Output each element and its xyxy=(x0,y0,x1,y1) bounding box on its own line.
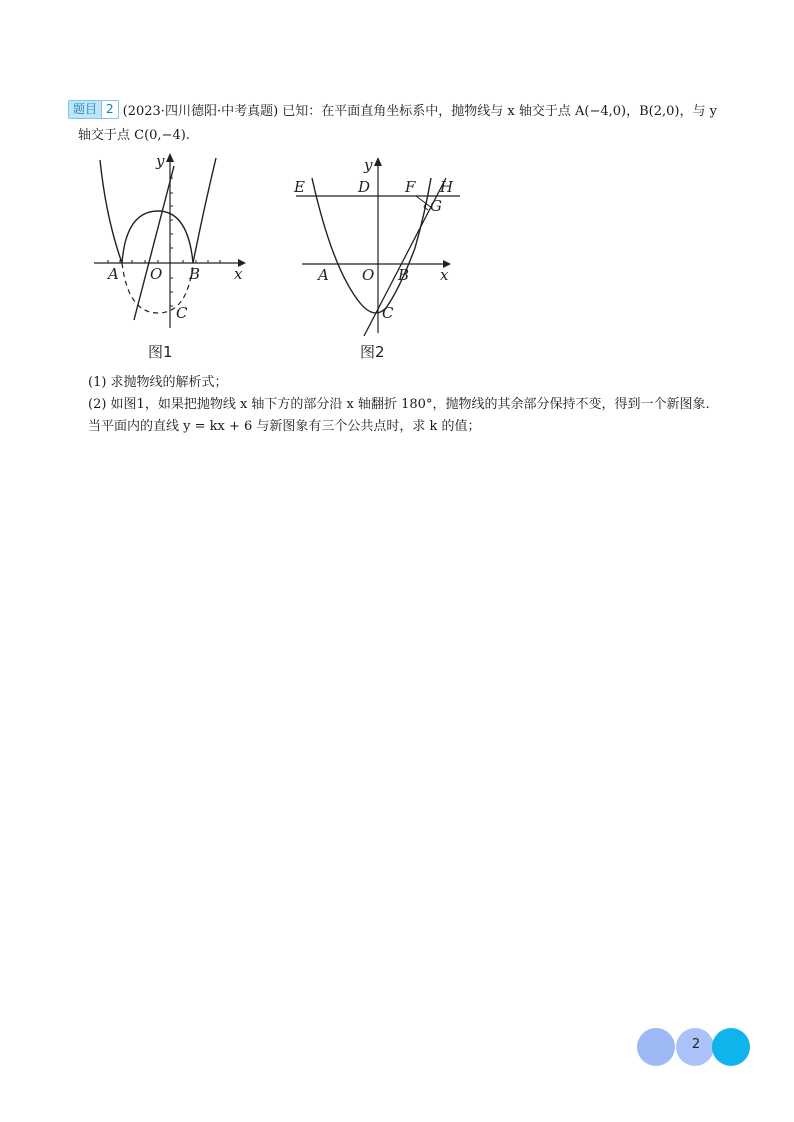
fig2-y-arrow-icon xyxy=(374,157,382,166)
figure-2-caption: 图2 xyxy=(360,343,385,361)
fig1-label-x: x xyxy=(234,265,243,283)
page-number: 2 xyxy=(691,1037,701,1052)
problem-statement xyxy=(68,100,728,148)
fig2-label-d: D xyxy=(358,178,371,196)
figure-2-graph xyxy=(290,148,470,338)
figure-1-graph xyxy=(88,148,258,338)
fig1-flipped-arch xyxy=(122,211,193,263)
fig1-label-o: O xyxy=(150,265,163,283)
problem-tag-label: 题目 xyxy=(69,101,101,118)
fig2-label-o: O xyxy=(362,266,375,284)
fig1-label-a: A xyxy=(108,265,119,283)
page-badge-circle-right xyxy=(712,1028,750,1066)
fig1-label-y: y xyxy=(156,152,165,170)
fig2-label-a: A xyxy=(318,266,329,284)
fig2-parabola xyxy=(312,178,431,313)
page-badge-circle-left xyxy=(637,1028,675,1066)
question-1: (1) 求抛物线的解析式； xyxy=(88,375,228,390)
figure-1-caption: 图1 xyxy=(148,343,173,361)
fig2-label-f: F xyxy=(405,178,416,196)
fig1-label-b: B xyxy=(189,265,201,283)
problem-line-1: (2023·四川德阳·中考真题) 已知：在平面直角坐标系中，抛物线与 x 轴交于点 A(−4,0)，B(2,0)，与 y xyxy=(122,104,717,119)
fig2-label-x: x xyxy=(440,266,449,284)
problem-line-2: 轴交于点 C(0,−4). xyxy=(78,128,190,143)
fig1-left-branch xyxy=(100,160,122,263)
fig2-label-y: y xyxy=(364,156,373,174)
fig1-line-kx-6 xyxy=(134,166,174,320)
problem-tag-number: 2 xyxy=(101,101,118,118)
fig2-label-b: B xyxy=(398,266,410,284)
figure-1 xyxy=(88,148,258,361)
fig1-right-branch xyxy=(193,158,216,263)
fig2-label-g: G xyxy=(430,197,442,215)
question-2-line-1: (2) 如图1，如果把抛物线 x 轴下方的部分沿 x 轴翻折 180°，抛物线的其余部分保持不变，得到一个新图象. xyxy=(88,397,710,412)
fig1-label-c: C xyxy=(176,304,188,322)
fig2-label-h: H xyxy=(440,178,454,196)
figure-2 xyxy=(290,148,470,361)
questions xyxy=(88,372,738,438)
fig2-label-c: C xyxy=(382,304,394,322)
fig1-y-arrow-icon xyxy=(166,153,174,162)
fig2-label-e: E xyxy=(294,178,305,196)
question-2-line-2: 当平面内的直线 y = kx + 6 与新图象有三个公共点时，求 k 的值； xyxy=(88,419,481,434)
problem-tag xyxy=(68,100,119,119)
